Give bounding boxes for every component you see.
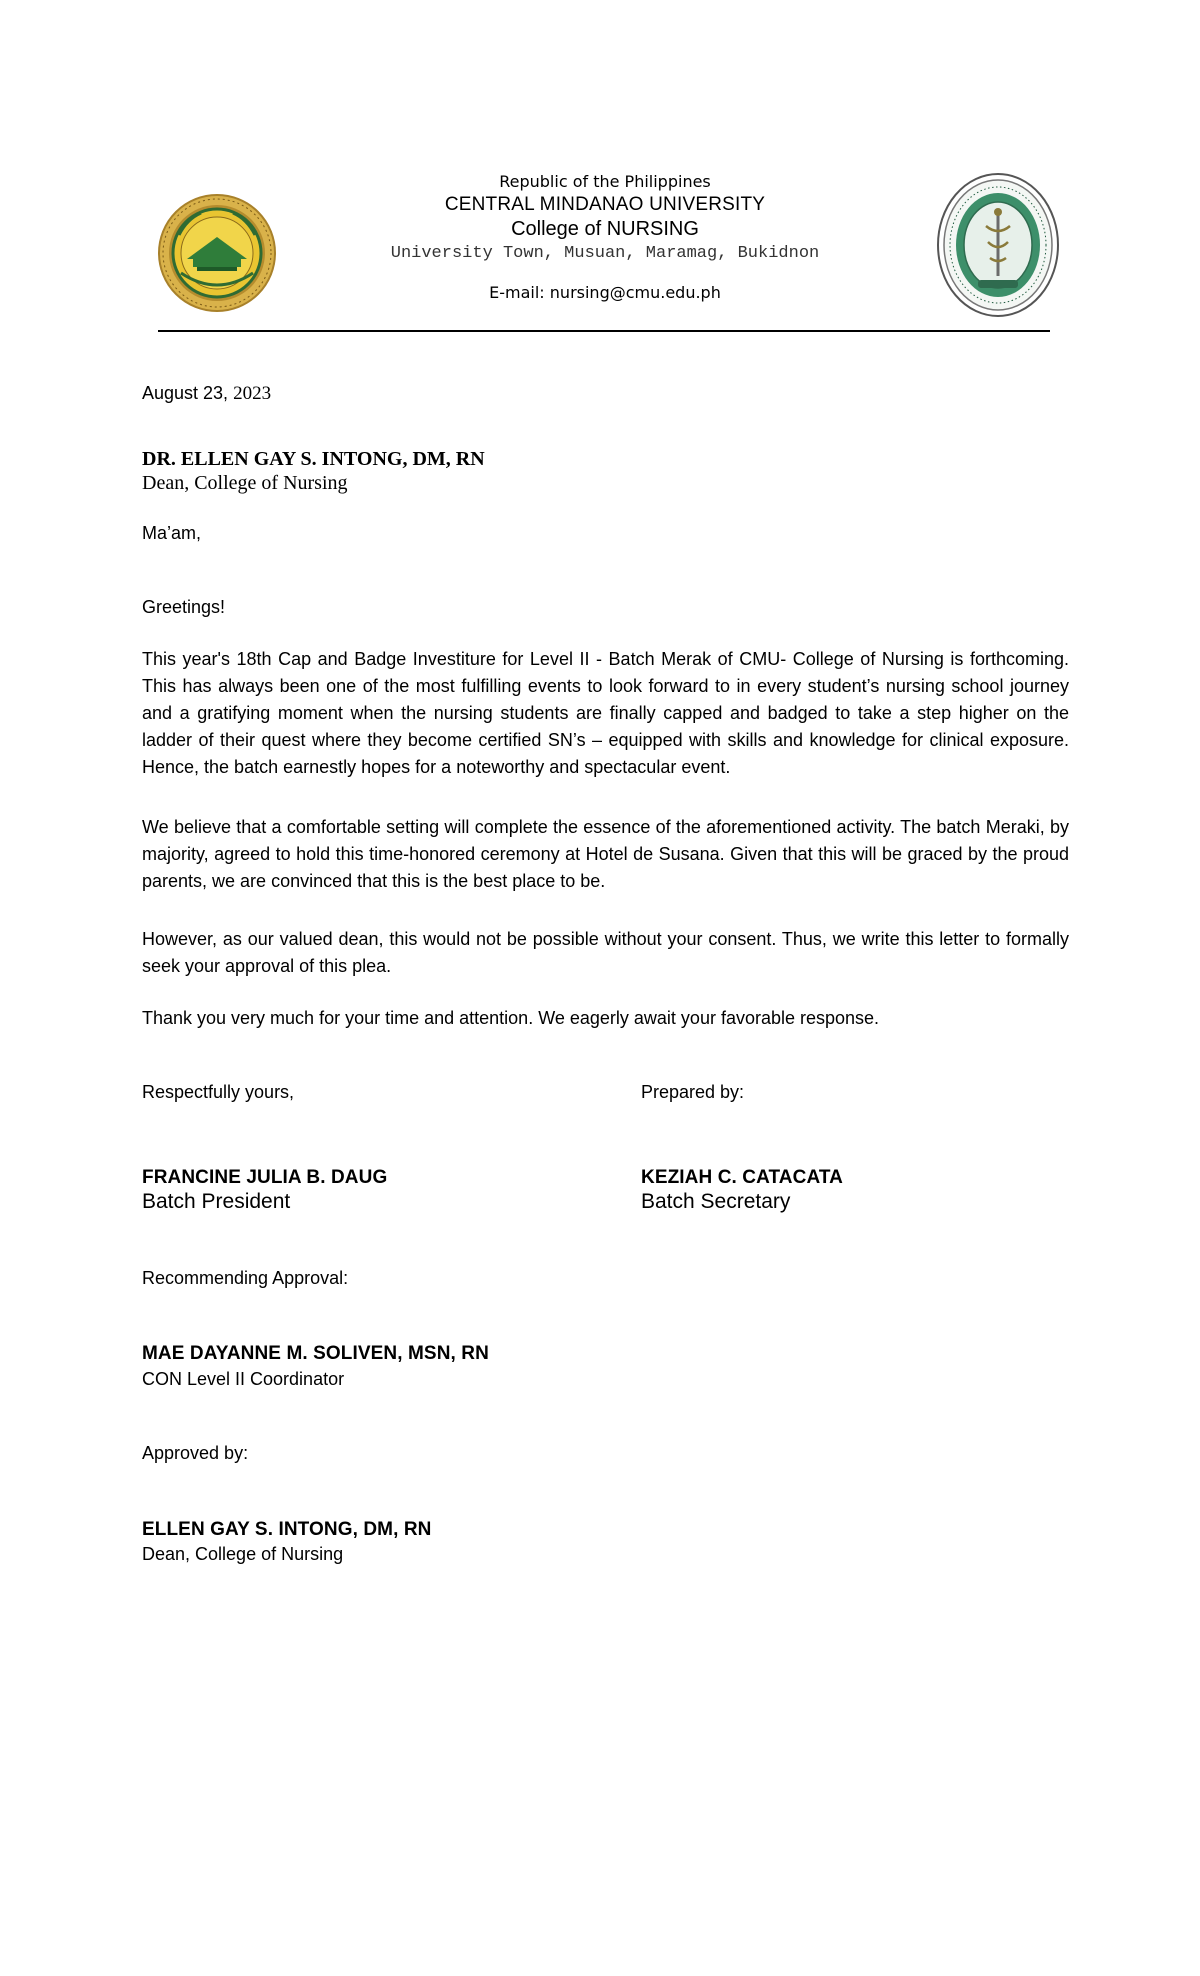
college-email: E-mail: nursing@cmu.edu.ph	[489, 283, 721, 302]
secretary-role: Batch Secretary	[641, 1190, 791, 1213]
paragraph-2: We believe that a comfortable setting will complete the essence of the aforementioned activity. The batch Meraki, by majority, agreed to hold this time-honored ceremony at Hotel de Susana. Given that this will be graced by the proud parents, we are convinced that this is the best place to be.	[142, 817, 1069, 891]
coordinator-role: CON Level II Coordinator	[142, 1369, 345, 1389]
dean-name: ELLEN GAY S. INTONG, DM, RN	[142, 1519, 432, 1540]
addressee-name: DR. ELLEN GAY S. INTONG, DM, RN	[142, 448, 485, 470]
cmu-seal-icon	[157, 193, 277, 313]
addressee-title: Dean, College of Nursing	[142, 472, 348, 494]
college-name: College of NURSING	[511, 218, 699, 240]
university-address: University Town, Musuan, Maramag, Bukidnon	[390, 244, 820, 263]
paragraph-1: This year's 18th Cap and Badge Investiture for Level II - Batch Merak of CMU- College of Nursing is forthcoming. This has always been one of the most fulfilling events to look forward to in every student’s nursing school journey and a gratifying moment when the nursing students are finally capped and badged to take a step higher on the ladder of their quest where they become certified SN’s – equipped with skills and knowledge for clinical exposure. Hence, the batch earnestly hopes for a noteworthy and spectacular event.	[142, 649, 1069, 777]
nursing-seal-icon	[936, 172, 1060, 318]
paragraph-3: However, as our valued dean, this would not be possible without your consent. Thus, we write this letter to formally seek your approval of this plea.	[142, 929, 1069, 976]
paragraph-4: Thank you very much for your time and attention. We eagerly await your favorable response.	[142, 1008, 880, 1028]
coordinator-name: MAE DAYANNE M. SOLIVEN, MSN, RN	[142, 1343, 489, 1364]
date-month-day: August 23,	[142, 383, 234, 403]
approved-label: Approved by:	[142, 1443, 249, 1463]
president-name: FRANCINE JULIA B. DAUG	[142, 1167, 388, 1188]
respectfully-label: Respectfully yours,	[142, 1082, 295, 1102]
secretary-name: KEZIAH C. CATACATA	[641, 1167, 843, 1188]
president-role: Batch President	[142, 1190, 291, 1213]
recommending-label: Recommending Approval:	[142, 1268, 349, 1288]
prepared-label: Prepared by:	[641, 1082, 745, 1102]
republic-line: Republic of the Philippines	[499, 172, 711, 191]
dean-role: Dean, College of Nursing	[142, 1544, 344, 1564]
letterhead-divider	[158, 330, 1050, 332]
greeting: Greetings!	[142, 597, 226, 617]
letter-date	[142, 380, 271, 407]
university-name: CENTRAL MINDANAO UNIVERSITY	[444, 194, 766, 215]
letterhead	[150, 160, 1060, 330]
date-year: 2023	[233, 383, 272, 404]
salutation: Ma’am,	[142, 523, 202, 543]
